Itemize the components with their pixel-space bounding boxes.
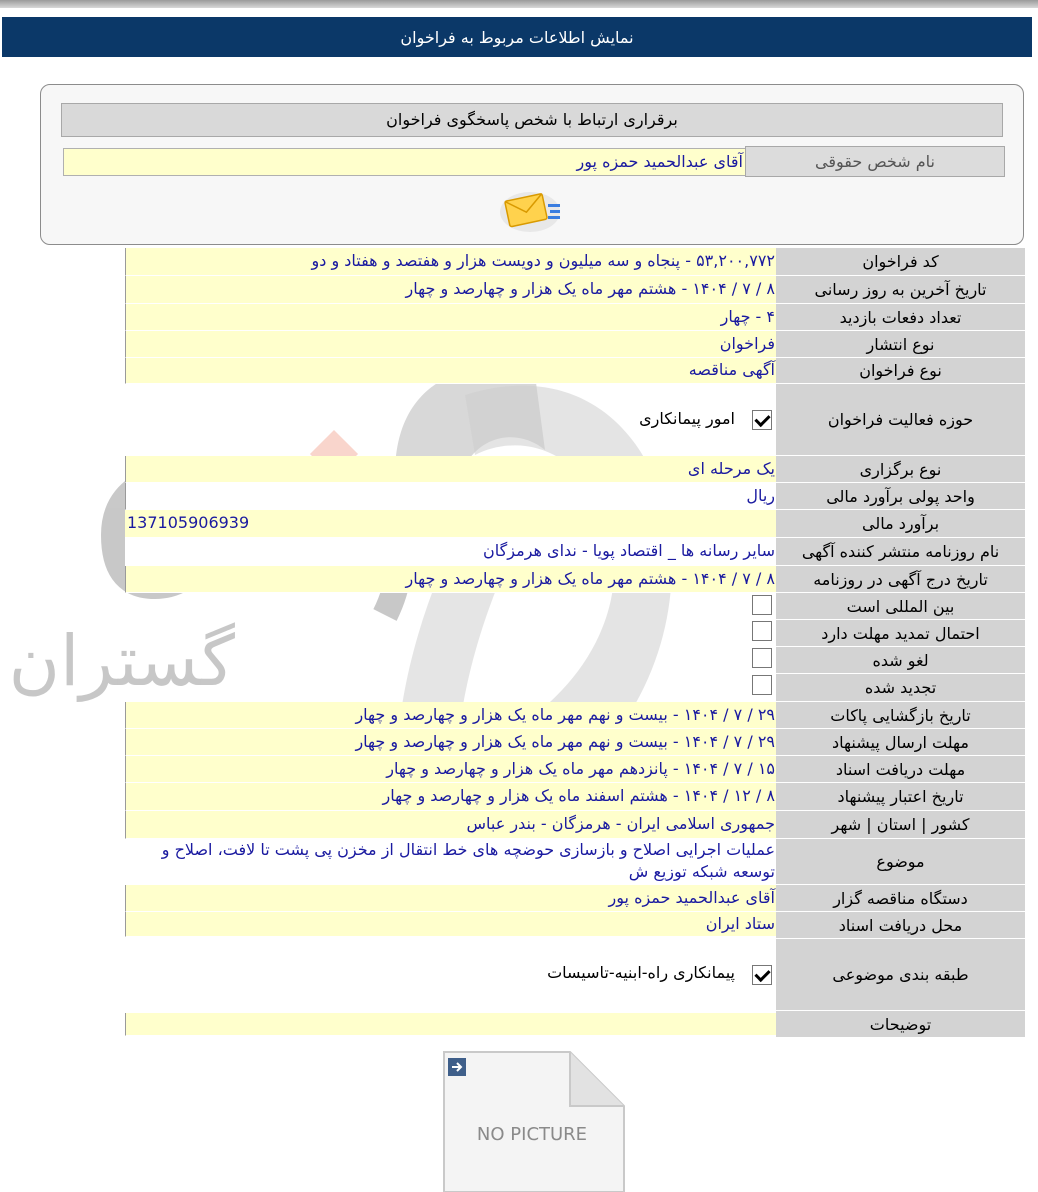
value-submit-deadline: ۲۹ / ۷ / ۱۴۰۴ - بیست و نهم مهر ماه یک هزار و چهارصد و چهار xyxy=(125,729,776,756)
international-checkbox[interactable] xyxy=(752,595,772,615)
label-international: بین المللی است xyxy=(776,593,1025,620)
value-last-update: ۸ / ۷ / ۱۴۰۴ - هشتم مهر ماه یک هزار و چهارصد و چهار xyxy=(125,276,776,304)
label-holding-type: نوع برگزاری xyxy=(776,456,1025,483)
label-publish-type: نوع انتشار xyxy=(776,331,1025,358)
value-docs-place: ستاد ایران xyxy=(125,912,776,937)
label-opening-date: تاریخ بازگشایی پاکات xyxy=(776,702,1025,729)
extension-checkbox[interactable] xyxy=(752,621,772,641)
label-renewed: تجدید شده xyxy=(776,674,1025,702)
label-visits: تعداد دفعات بازدید xyxy=(776,304,1025,331)
label-newspaper-date: تاریخ درج آگهی در روزنامه xyxy=(776,566,1025,593)
no-picture-image xyxy=(442,1050,626,1192)
value-visits: ۴ - چهار xyxy=(125,304,776,331)
value-location: جمهوری اسلامی ایران - هرمزگان - بندر عباس xyxy=(125,811,776,839)
value-organizer: آقای عبدالحمید حمزه پور xyxy=(125,885,776,912)
value-description xyxy=(125,1013,776,1036)
page-title: نمایش اطلاعات مربوط به فراخوان xyxy=(2,17,1032,57)
label-activity: حوزه فعالیت فراخوان xyxy=(776,384,1025,456)
value-validity: ۸ / ۱۲ / ۱۴۰۴ - هشتم اسفند ماه یک هزار و چهارصد و چهار xyxy=(125,783,776,811)
cancelled-checkbox[interactable] xyxy=(752,648,772,668)
label-location: کشور | استان | شهر xyxy=(776,811,1025,839)
label-last-update: تاریخ آخرین به روز رسانی xyxy=(776,276,1025,304)
value-opening-date: ۲۹ / ۷ / ۱۴۰۴ - بیست و نهم مهر ماه یک هزار و چهارصد و چهار xyxy=(125,702,776,729)
renewed-checkbox[interactable] xyxy=(752,675,772,695)
label-estimate: برآورد مالی xyxy=(776,510,1025,538)
label-newspaper: نام روزنامه منتشر کننده آگهی xyxy=(776,538,1025,566)
label-submit-deadline: مهلت ارسال پیشنهاد xyxy=(776,729,1025,756)
value-docs-deadline: ۱۵ / ۷ / ۱۴۰۴ - پانزدهم مهر ماه یک هزار و چهارصد و چهار xyxy=(125,756,776,783)
contact-label: نام شخص حقوقی xyxy=(745,146,1005,177)
value-currency: ریال xyxy=(125,483,776,510)
label-docs-deadline: مهلت دریافت اسناد xyxy=(776,756,1025,783)
category-checkbox[interactable] xyxy=(752,965,772,985)
label-currency: واحد پولی برآورد مالی xyxy=(776,483,1025,510)
label-validity: تاریخ اعتبار پیشنهاد xyxy=(776,783,1025,811)
label-category: طبقه بندی موضوعی xyxy=(776,939,1025,1011)
value-call-type: آگهی مناقصه xyxy=(125,358,776,384)
label-description: توضیحات xyxy=(776,1011,1025,1038)
label-call-type: نوع فراخوان xyxy=(776,358,1025,384)
label-subject: موضوع xyxy=(776,839,1025,885)
value-newspaper-date: ۸ / ۷ / ۱۴۰۴ - هشتم مهر ماه یک هزار و چهارصد و چهار xyxy=(125,566,776,593)
value-newspaper: سایر رسانه ها _ اقتصاد پویا - ندای هرمزگان xyxy=(125,538,776,566)
label-extension: احتمال تمدید مهلت دارد xyxy=(776,620,1025,647)
value-code: ۵۳,۲۰۰,۷۷۲ - پنجاه و سه میلیون و دویست هزار و هفتصد و هفتاد و دو xyxy=(125,248,776,276)
value-holding-type: یک مرحله ای xyxy=(125,456,776,483)
no-picture-text: NO PICTURE xyxy=(476,1124,588,1145)
activity-option: امور پیمانکاری xyxy=(639,409,735,428)
value-publish-type: فراخوان xyxy=(125,331,776,358)
contact-header: برقراری ارتباط با شخص پاسخگوی فراخوان xyxy=(61,103,1003,137)
label-cancelled: لغو شده xyxy=(776,647,1025,674)
value-subject: عملیات اجرایی اصلاح و بازسازی حوضچه های خط انتقال از مخزن پی پشت تا لافت، اصلاح و توسعه شبکه توزیع ش xyxy=(125,839,776,885)
category-option: پیمانکاری راه-ابنیه-تاسیسات xyxy=(547,963,735,982)
value-estimate: 137105906939 xyxy=(125,510,776,538)
activity-checkbox[interactable] xyxy=(752,410,772,430)
label-organizer: دستگاه مناقصه گزار xyxy=(776,885,1025,912)
contact-value: آقای عبدالحمید حمزه پور xyxy=(63,148,745,176)
label-code: کد فراخوان xyxy=(776,248,1025,276)
label-docs-place: محل دریافت اسناد xyxy=(776,912,1025,939)
watermark-text: گستران xyxy=(8,620,235,702)
